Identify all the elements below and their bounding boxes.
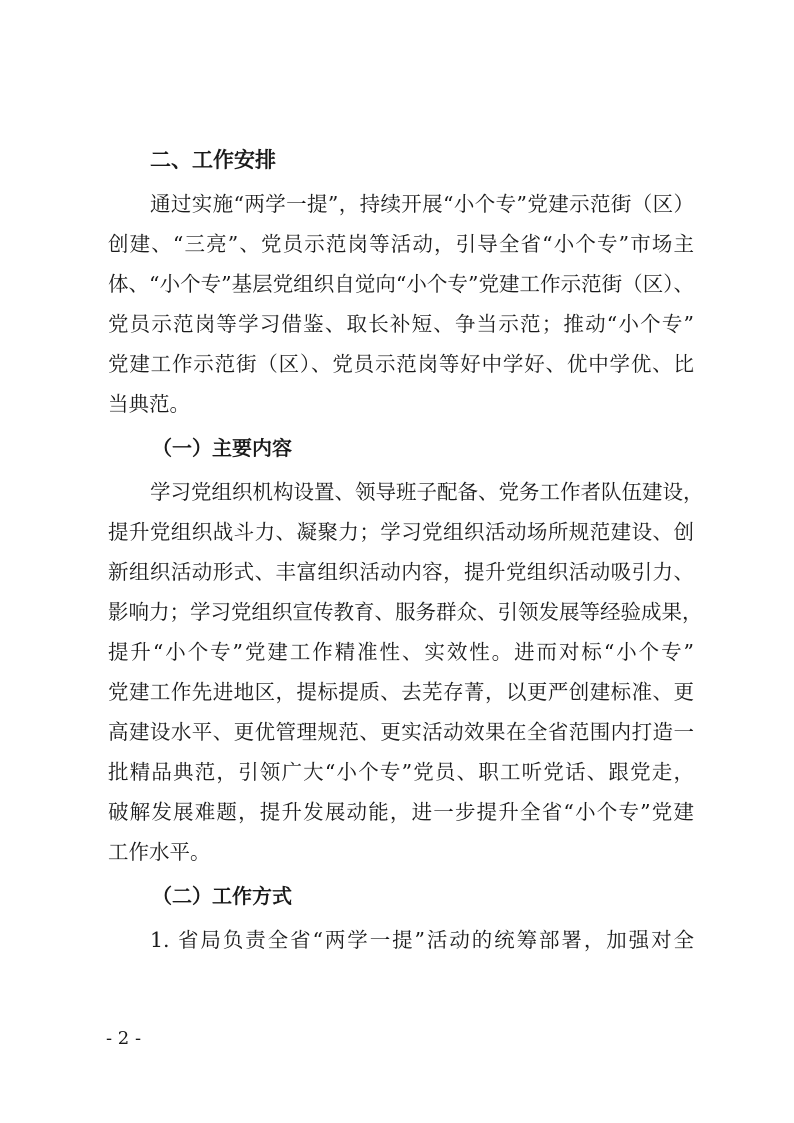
paragraph-line: 工作水平。 [108, 840, 211, 864]
subheading-main-content: （一）主要内容 [152, 436, 292, 460]
subheading-work-method: （二）工作方式 [152, 884, 292, 908]
paragraph-line: 党建工作示范街（区）、党员示范岗等好中学好、优中学优、比 [108, 352, 694, 376]
section-heading: 二、工作安排 [150, 148, 276, 172]
document-body [108, 140, 704, 960]
paragraph-line: 提升“小个专”党建工作精准性、实效性。进而对标“小个专” [108, 640, 694, 664]
paragraph-line: 创建、“三亮”、党员示范岗等活动，引导全省“小个专”市场主 [108, 232, 694, 256]
paragraph-line: 学习党组织机构设置、领导班子配备、党务工作者队伍建设， [150, 480, 704, 504]
content-paragraph [108, 472, 704, 872]
method-paragraph [108, 920, 694, 960]
paragraph-line: 破解发展难题，提升发展动能，进一步提升全省“小个专”党建 [108, 800, 694, 824]
paragraph-line: 当典范。 [108, 392, 190, 416]
paragraph-line: 高建设水平、更优管理规范、更实活动效果在全省范围内打造一 [108, 720, 694, 744]
page-number: - 2 - [106, 1028, 142, 1049]
paragraph-line: 党员示范岗等学习借鉴、取长补短、争当示范；推动“小个专” [108, 312, 694, 336]
paragraph-line: 体、“小个专”基层党组织自觉向“小个专”党建工作示范街（区）、 [108, 272, 694, 296]
paragraph-line: 影响力；学习党组织宣传教育、服务群众、引领发展等经验成果， [108, 600, 703, 624]
paragraph-line: 新组织活动形式、丰富组织活动内容，提升党组织活动吸引力、 [108, 560, 694, 584]
paragraph-line: 批精品典范，引领广大“小个专”党员、职工听党话、跟党走， [108, 760, 694, 784]
intro-paragraph [108, 184, 694, 424]
paragraph-line: 通过实施“两学一提”，持续开展“小个专”党建示范街（区） [150, 192, 694, 216]
paragraph-line: 提升党组织战斗力、凝聚力；学习党组织活动场所规范建设、创 [108, 520, 694, 544]
paragraph-line: 党建工作先进地区，提标提质、去芜存菁，以更严创建标准、更 [108, 680, 694, 704]
paragraph-line: 1. 省局负责全省“两学一提”活动的统筹部署，加强对全 [150, 928, 694, 952]
